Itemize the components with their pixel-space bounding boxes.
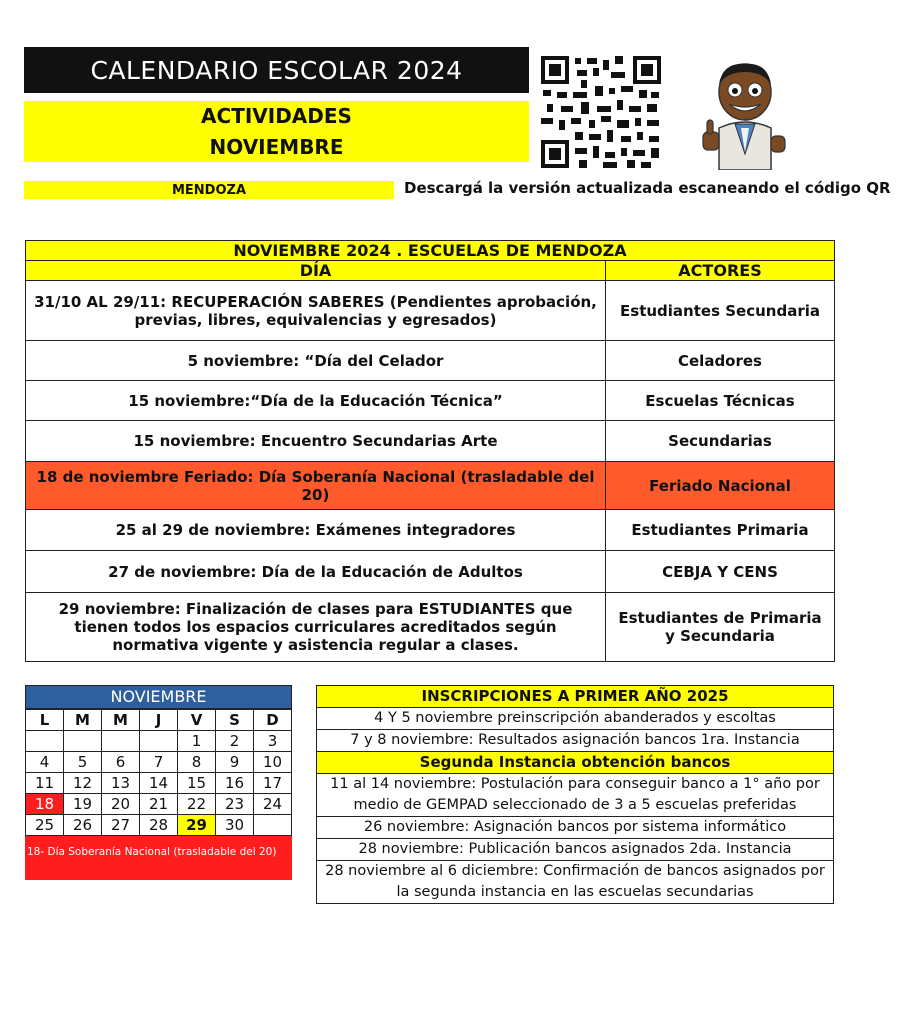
calendar-day: 13 bbox=[102, 773, 140, 794]
calendar-day: 1 bbox=[178, 731, 216, 752]
table-row bbox=[26, 281, 835, 341]
table-row-feriado bbox=[26, 462, 835, 510]
subtitle-activities: ACTIVIDADES bbox=[201, 103, 352, 128]
table-row bbox=[26, 510, 835, 551]
calendar-day: 14 bbox=[140, 773, 178, 794]
subtitle-month: NOVIEMBRE bbox=[209, 134, 344, 159]
calendar-day: 26 bbox=[64, 815, 102, 836]
calendar-day: 8 bbox=[178, 752, 216, 773]
calendar-day: 5 bbox=[64, 752, 102, 773]
mini-calendar bbox=[25, 685, 292, 880]
table-row bbox=[26, 421, 835, 462]
calendar-day bbox=[102, 731, 140, 752]
inscriptions-table bbox=[316, 685, 834, 904]
inscriptions-subtitle: Segunda Instancia obtención bancos bbox=[317, 752, 834, 774]
row-dia: 5 noviembre: “Día del Celador bbox=[26, 341, 606, 381]
calendar-day bbox=[64, 731, 102, 752]
calendar-day: 16 bbox=[216, 773, 254, 794]
inscriptions-row: 26 noviembre: Asignación bancos por sistema informático bbox=[317, 817, 834, 839]
inscriptions-row: 28 noviembre al 6 diciembre: Confirmación de bancos asignados por la segunda instancia en las escuelas secundarias bbox=[317, 861, 834, 904]
calendar-day: 12 bbox=[64, 773, 102, 794]
row-dia: 15 noviembre:“Día de la Educación Técnica” bbox=[26, 381, 606, 421]
mascot-thumbs-up-icon bbox=[697, 58, 793, 170]
calendar-day-highlight: 29 bbox=[178, 815, 216, 836]
weekday-label: J bbox=[140, 710, 178, 731]
inscriptions-title: INSCRIPCIONES A PRIMER AÑO 2025 bbox=[317, 686, 834, 708]
table-caption: NOVIEMBRE 2024 . ESCUELAS DE MENDOZA bbox=[26, 241, 835, 261]
calendar-grid bbox=[25, 709, 292, 836]
weekday-label: D bbox=[254, 710, 292, 731]
calendar-day bbox=[26, 731, 64, 752]
weekday-label: M bbox=[64, 710, 102, 731]
qr-note: Descargá la versión actualizada escaneando el código QR bbox=[404, 179, 891, 197]
calendar-day: 17 bbox=[254, 773, 292, 794]
inscriptions-row: 7 y 8 noviembre: Resultados asignación bancos 1ra. Instancia bbox=[317, 730, 834, 752]
weekday-label: S bbox=[216, 710, 254, 731]
calendar-day: 3 bbox=[254, 731, 292, 752]
calendar-day: 23 bbox=[216, 794, 254, 815]
weekday-label: M bbox=[102, 710, 140, 731]
row-actores: Escuelas Técnicas bbox=[606, 381, 835, 421]
calendar-day: 15 bbox=[178, 773, 216, 794]
row-actores: Estudiantes de Primaria y Secundaria bbox=[606, 593, 835, 662]
qr-code-icon[interactable] bbox=[541, 56, 661, 168]
calendar-day: 7 bbox=[140, 752, 178, 773]
calendar-day: 27 bbox=[102, 815, 140, 836]
row-dia: 27 de noviembre: Día de la Educación de Adultos bbox=[26, 551, 606, 593]
calendar-day bbox=[254, 815, 292, 836]
table-row bbox=[26, 381, 835, 421]
table-row bbox=[26, 593, 835, 662]
calendar-day: 9 bbox=[216, 752, 254, 773]
calendar-note: 18- Día Soberanía Nacional (trasladable del 20) bbox=[25, 836, 292, 880]
calendar-day: 22 bbox=[178, 794, 216, 815]
column-header-dia: DÍA bbox=[26, 261, 606, 281]
table-row bbox=[26, 551, 835, 593]
row-dia: 29 noviembre: Finalización de clases para ESTUDIANTES que tienen todos los espacios curriculares acreditados según normativa vigente y asistencia regular a clases. bbox=[26, 593, 606, 662]
subtitle-box bbox=[24, 101, 529, 162]
calendar-day: 24 bbox=[254, 794, 292, 815]
calendar-day: 6 bbox=[102, 752, 140, 773]
inscriptions-row: 11 al 14 noviembre: Postulación para conseguir banco a 1° año por medio de GEMPAD seleccionado de 3 a 5 escuelas preferidas bbox=[317, 774, 834, 817]
calendar-month: NOVIEMBRE bbox=[25, 685, 292, 709]
calendar-day: 28 bbox=[140, 815, 178, 836]
row-dia: 25 al 29 de noviembre: Exámenes integradores bbox=[26, 510, 606, 551]
row-dia: 15 noviembre: Encuentro Secundarias Arte bbox=[26, 421, 606, 462]
table-row bbox=[26, 341, 835, 381]
inscriptions-row: 28 noviembre: Publicación bancos asignados 2da. Instancia bbox=[317, 839, 834, 861]
inscriptions-row: 4 Y 5 noviembre preinscripción abanderados y escoltas bbox=[317, 708, 834, 730]
row-actores: CEBJA Y CENS bbox=[606, 551, 835, 593]
page-title: CALENDARIO ESCOLAR 2024 bbox=[24, 47, 529, 93]
row-actores: Celadores bbox=[606, 341, 835, 381]
weekday-label: L bbox=[26, 710, 64, 731]
calendar-day-holiday: 18 bbox=[26, 794, 64, 815]
calendar-day: 11 bbox=[26, 773, 64, 794]
row-actores: Feriado Nacional bbox=[606, 462, 835, 510]
row-dia: 31/10 AL 29/11: RECUPERACIÓN SABERES (Pendientes aprobación, previas, libres, equivalencias y egresados) bbox=[26, 281, 606, 341]
calendar-day: 10 bbox=[254, 752, 292, 773]
calendar-day: 20 bbox=[102, 794, 140, 815]
activities-table bbox=[25, 240, 835, 662]
calendar-day: 30 bbox=[216, 815, 254, 836]
calendar-day bbox=[140, 731, 178, 752]
calendar-day: 21 bbox=[140, 794, 178, 815]
row-actores: Secundarias bbox=[606, 421, 835, 462]
row-actores: Estudiantes Secundaria bbox=[606, 281, 835, 341]
weekday-label: V bbox=[178, 710, 216, 731]
row-dia: 18 de noviembre Feriado: Día Soberanía Nacional (trasladable del 20) bbox=[26, 462, 606, 510]
calendar-day: 4 bbox=[26, 752, 64, 773]
row-actores: Estudiantes Primaria bbox=[606, 510, 835, 551]
calendar-day: 25 bbox=[26, 815, 64, 836]
calendar-day: 2 bbox=[216, 731, 254, 752]
calendar-day: 19 bbox=[64, 794, 102, 815]
column-header-actores: ACTORES bbox=[606, 261, 835, 281]
region-label: MENDOZA bbox=[24, 181, 394, 199]
